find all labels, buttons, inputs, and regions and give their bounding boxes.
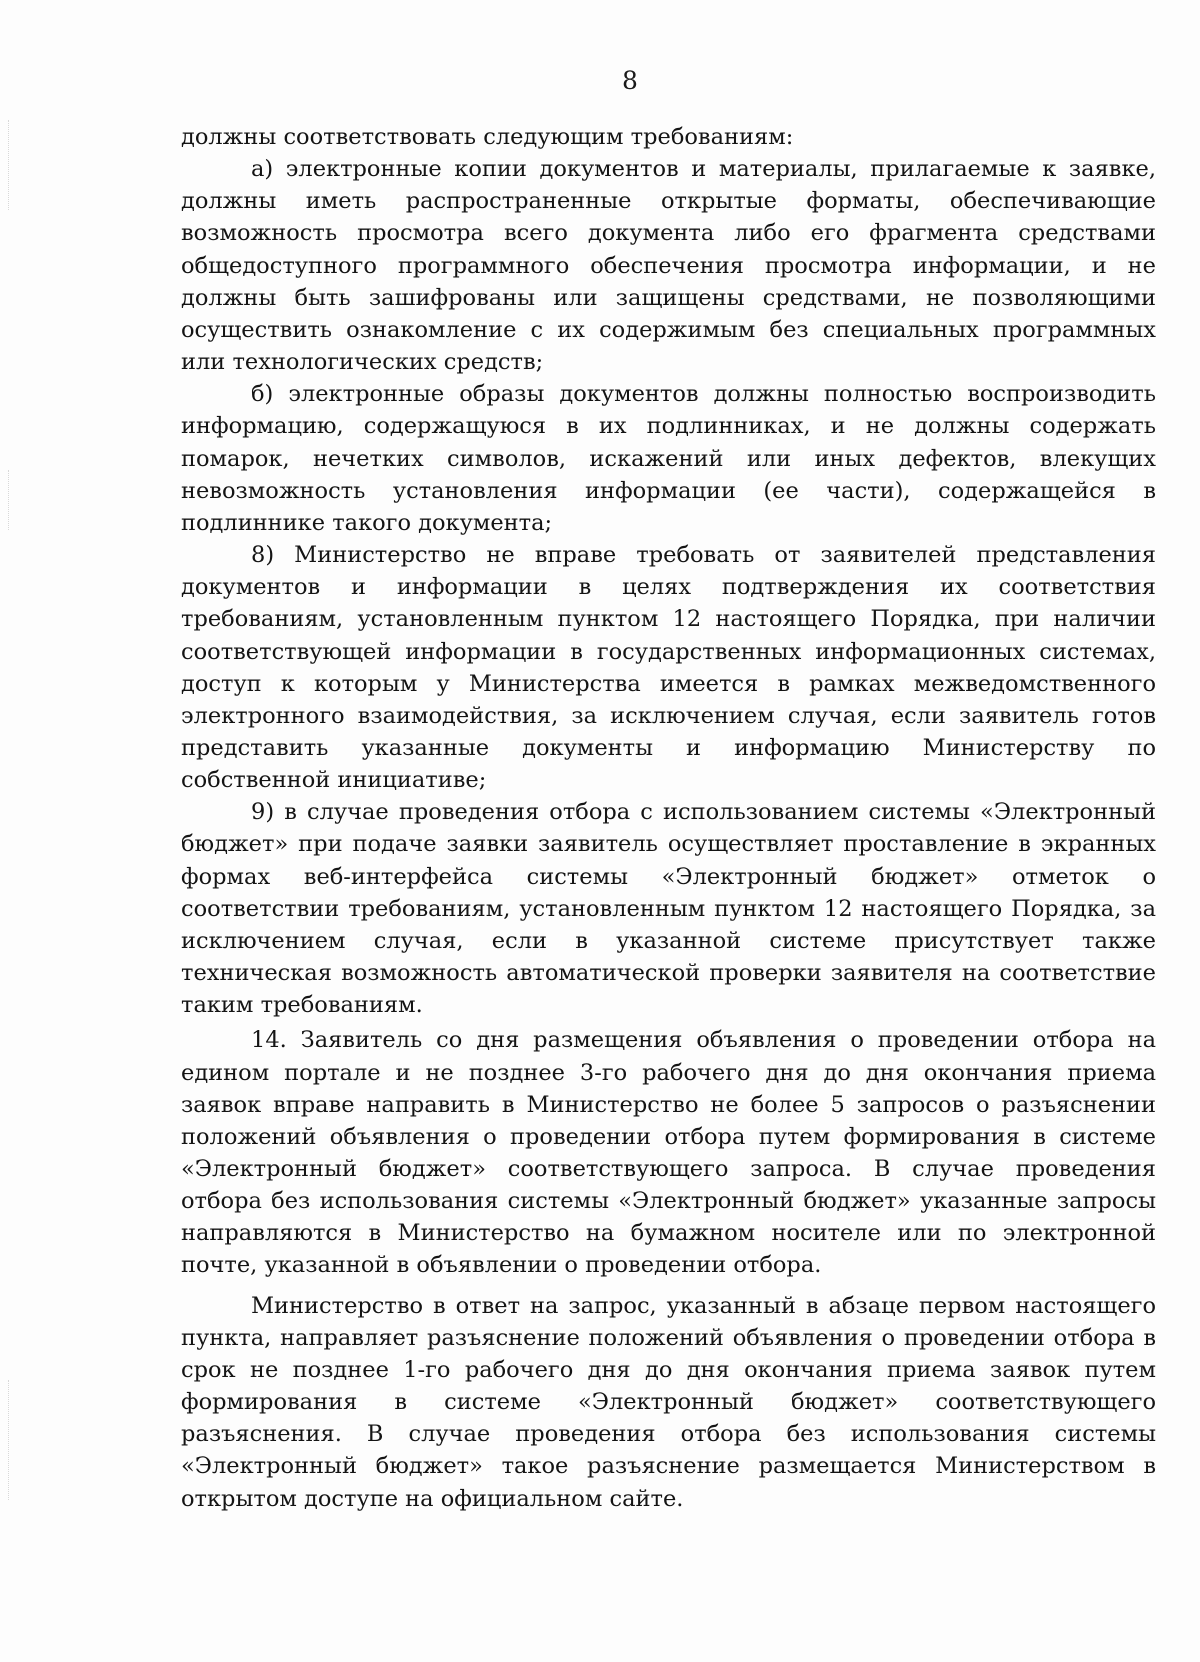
scan-edge-artifact — [8, 1380, 15, 1500]
paragraph-ministry-response: Министерство в ответ на запрос, указанный в абзаце первом настоящего пункта, направляет разъяснение положений объявления о проведении отбора в срок не позднее 1-го рабочего дня до дня окончания приема заявок путем формирования в системе «Электронный бюджет» соответствующего разъяснения. В случае проведения отбора без использования системы «Электронный бюджет» такое разъяснение размещается Министерством в открытом доступе на официальном сайте. — [181, 1292, 1156, 1512]
scan-edge-artifact — [8, 120, 15, 210]
paragraph-item-8: 8) Министерство не вправе требовать от заявителей представления документов и информации в целях подтверждения их соответствия требованиям, установленным пунктом 12 настоящего Порядка, при наличии соответствующей информации в государственных информационных системах, доступ к которым у Министерства имеется в рамках межведомственного электронного взаимодействия, за исключением случая, если заявитель готов представить указанные документы и информацию Министерству по собственной инициативе; — [181, 542, 1156, 794]
paragraph-item-9: 9) в случае проведения отбора с использованием системы «Электронный бюджет» при подаче заявки заявитель осуществляет проставление в экранных формах веб-интерфейса системы «Электронный бюджет» отметок о соответствии требованиям, установленным пунктом 12 настоящего Порядка, за исключением случая, если в указанной системе присутствует также техническая возможность автоматической проверки заявителя на соответствие таким требованиям. — [181, 799, 1156, 1019]
document-body — [181, 121, 1156, 1515]
page-number: 8 — [622, 66, 638, 95]
paragraph-item-a: а) электронные копии документов и материалы, прилагаемые к заявке, должны иметь распространенные открытые форматы, обеспечивающие возможность просмотра всего документа либо его фрагмента средствами общедоступного программного обеспечения просмотра информации, и не должны быть зашифрованы или защищены средствами, не позволяющими осуществить ознакомление с их содержимым без специальных программных или технологических средств; — [181, 156, 1156, 376]
scan-edge-artifact — [8, 470, 15, 530]
paragraph-intro: должны соответствовать следующим требованиям: — [181, 124, 794, 150]
paragraph-item-b: б) электронные образы документов должны полностью воспроизводить информацию, содержащуюся в их подлинниках, и не должны содержать помарок, нечетких символов, искажений или иных дефектов, влекущих невозможность установления информации (ее части), содержащейся в подлиннике такого документа; — [181, 381, 1156, 536]
paragraph-section-14: 14. Заявитель со дня размещения объявления о проведении отбора на едином портале и не позднее 3-го рабочего дня до дня окончания приема заявок вправе направить в Министерство не более 5 запросов о разъяснении положений объявления о проведении отбора путем формирования в системе «Электронный бюджет» соответствующего запроса. В случае проведения отбора без использования системы «Электронный бюджет» указанные запросы направляются в Министерство на бумажном носителе или по электронной почте, указанной в объявлении о проведении отбора. — [181, 1027, 1156, 1279]
